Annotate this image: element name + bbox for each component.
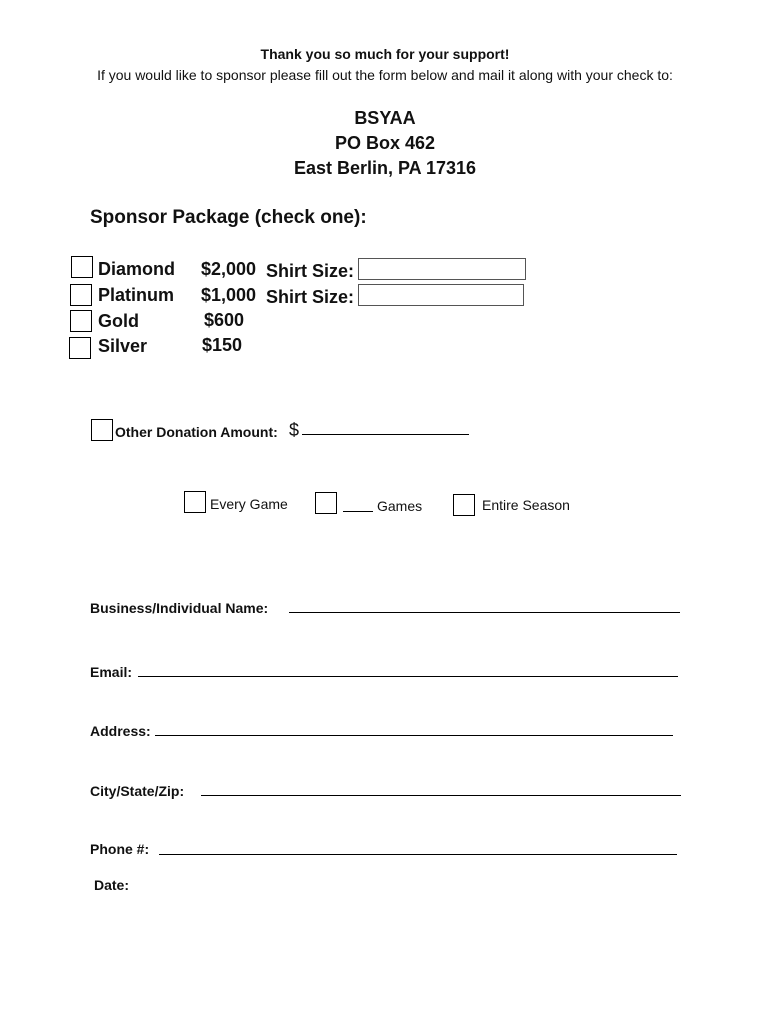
games-label: Games [377, 498, 423, 514]
diamond-checkbox[interactable] [71, 256, 93, 278]
other-donation-amount-field[interactable] [302, 434, 469, 435]
silver-price: $150 [201, 335, 242, 355]
thank-you-heading: Thank you so much for your support! [260, 46, 510, 62]
city-state-zip-field[interactable] [201, 795, 681, 796]
shirt-size-label-1: Shirt Size: [266, 261, 355, 281]
sponsor-package-heading: Sponsor Package (check one): [90, 207, 367, 228]
email-label: Email: [90, 664, 133, 680]
other-donation-checkbox[interactable] [91, 419, 113, 441]
phone-field[interactable] [159, 854, 677, 855]
address-label: Address: [90, 723, 151, 739]
instructions-text: If you would like to sponsor please fill out the form below and mail it along with your check to: [97, 67, 673, 83]
city-state-zip-label: City/State/Zip: [90, 783, 185, 799]
currency-symbol: $ [289, 420, 300, 440]
silver-label: Silver [98, 336, 148, 356]
silver-checkbox[interactable] [69, 337, 91, 359]
other-donation-label: Other Donation Amount: [115, 424, 278, 440]
games-count-blank[interactable] [343, 511, 373, 512]
entire-season-label: Entire Season [482, 497, 570, 513]
games-checkbox[interactable] [315, 492, 337, 514]
shirt-size-label-2: Shirt Size: [266, 287, 355, 307]
shirt-size-field-1[interactable] [358, 258, 526, 280]
po-box: PO Box 462 [334, 133, 436, 153]
city-state-zip: East Berlin, PA 17316 [293, 158, 477, 178]
phone-label: Phone #: [90, 841, 150, 857]
every-game-checkbox[interactable] [184, 491, 206, 513]
business-name-field[interactable] [289, 612, 680, 613]
platinum-price: $1,000 [200, 285, 256, 305]
business-name-label: Business/Individual Name: [90, 600, 269, 616]
every-game-label: Every Game [210, 496, 288, 512]
gold-checkbox[interactable] [70, 310, 92, 332]
entire-season-checkbox[interactable] [453, 494, 475, 516]
platinum-label: Platinum [98, 285, 175, 305]
gold-price: $600 [203, 310, 244, 330]
diamond-price: $2,000 [200, 259, 256, 279]
address-field[interactable] [155, 735, 673, 736]
email-field[interactable] [138, 676, 678, 677]
org-name: BSYAA [354, 108, 416, 128]
diamond-label: Diamond [98, 259, 176, 279]
date-label: Date: [94, 877, 130, 893]
shirt-size-field-2[interactable] [358, 284, 524, 306]
gold-label: Gold [98, 311, 139, 331]
platinum-checkbox[interactable] [70, 284, 92, 306]
